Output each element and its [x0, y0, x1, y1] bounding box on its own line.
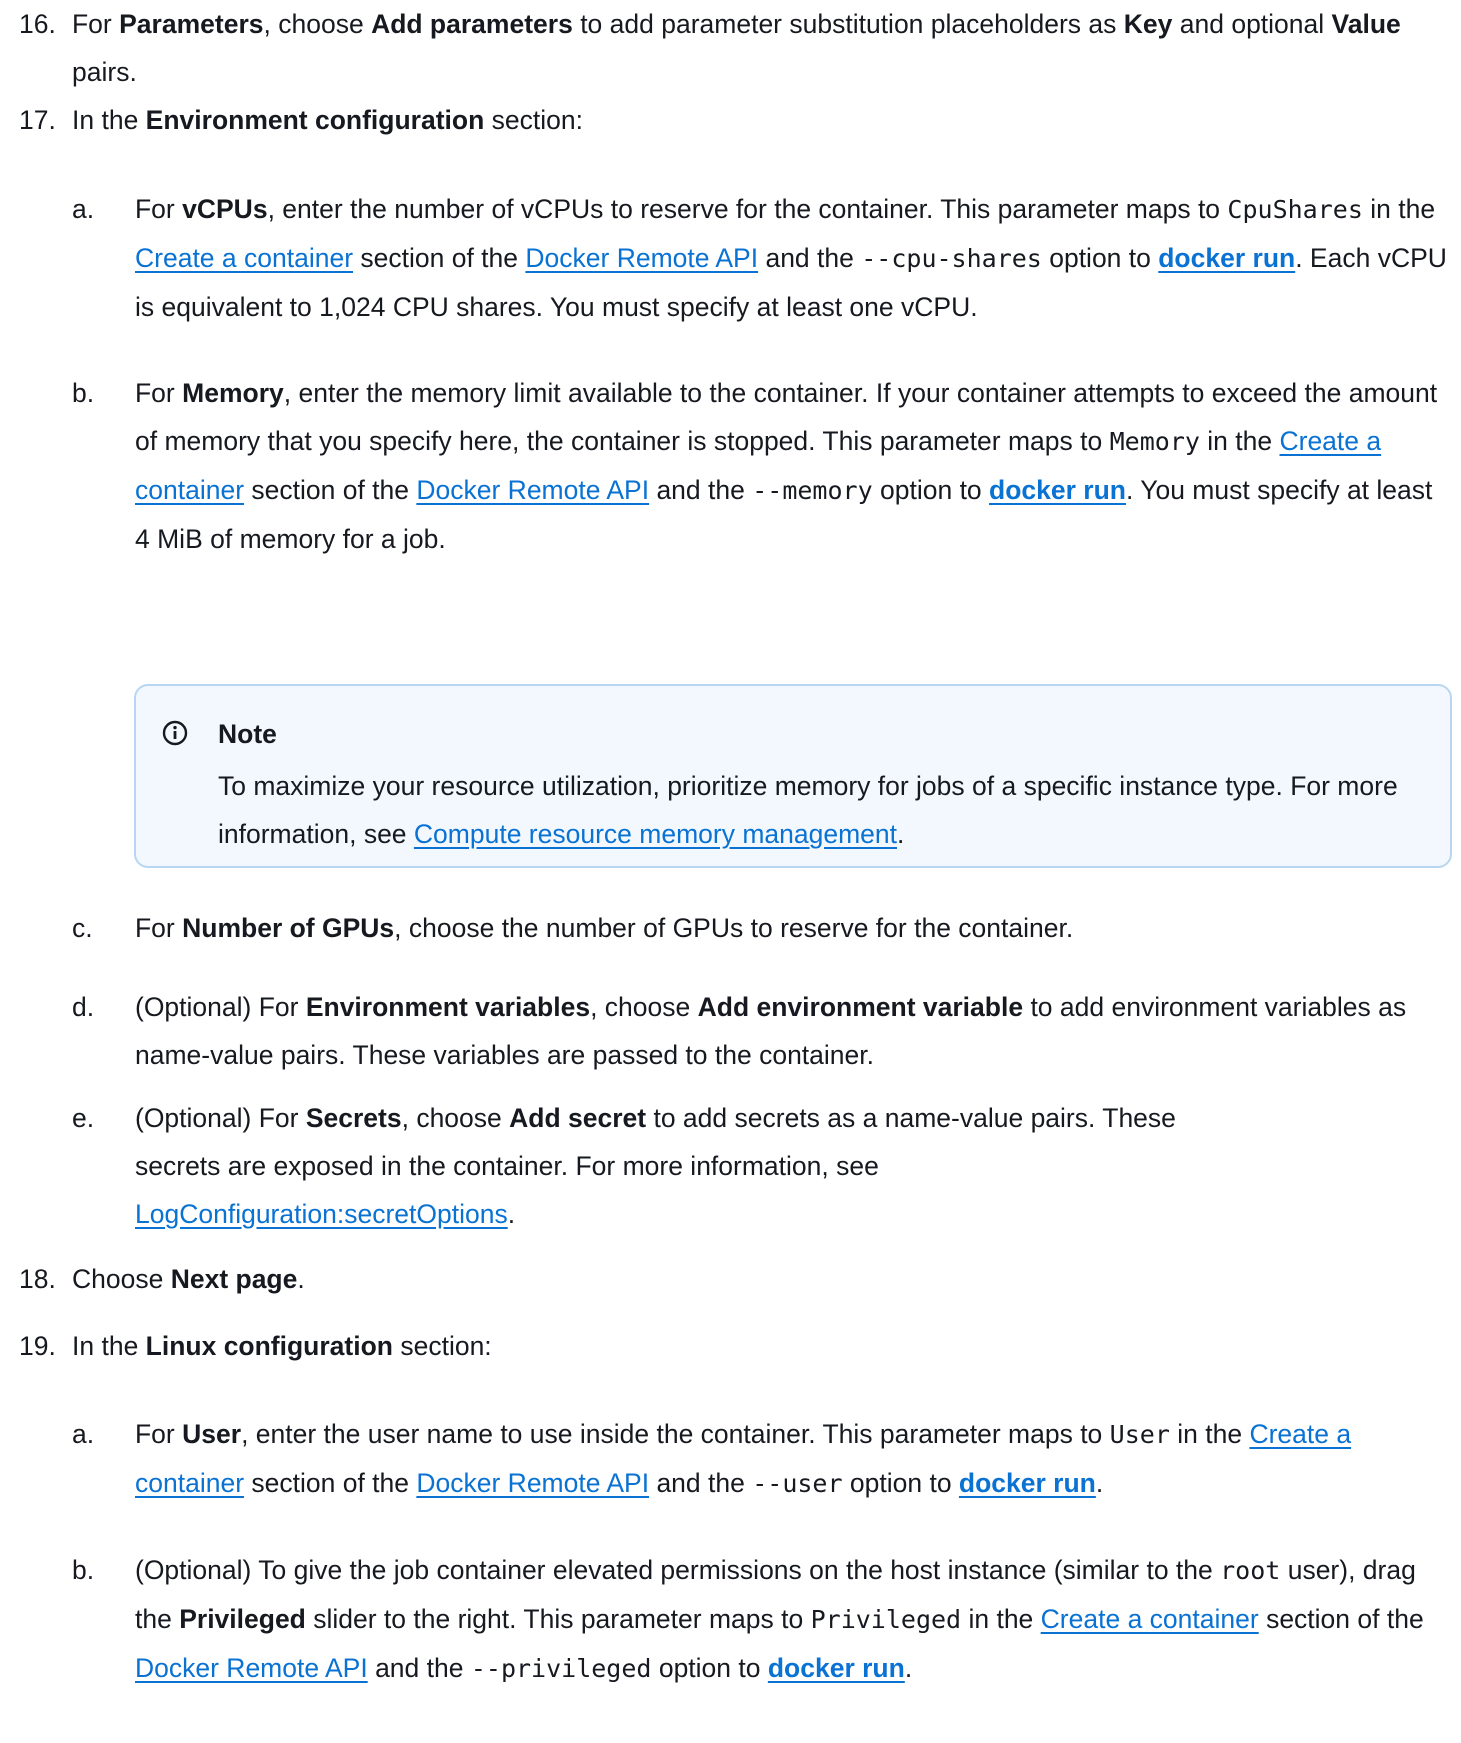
substep-text: (Optional) For Secrets, choose Add secret to add secrets as a name-value pairs. These secrets are exposed in the container. For more information, see LogConfiguration:secretOptions.	[135, 1103, 1176, 1229]
ui-term-environment-configuration: Environment configuration	[145, 105, 485, 135]
ui-term-add-secret: Add secret	[509, 1103, 647, 1133]
substep-text: For User, enter the user name to use inside the container. This parameter maps to User in the Create a container section of the Docker Remote API and the --user option to docker run.	[135, 1419, 1352, 1498]
substep-text: (Optional) For Environment variables, choose Add environment variable to add environment variables as name-value pairs. These variables are passed to the container.	[135, 992, 1407, 1070]
ui-term-privileged: Privileged	[179, 1604, 306, 1634]
substep-letter: c.	[72, 913, 93, 943]
ui-term-key: Key	[1123, 9, 1173, 39]
ui-term-linux-configuration: Linux configuration	[145, 1331, 393, 1361]
ui-term-number-of-gpus: Number of GPUs	[182, 913, 395, 943]
ui-term-vcpus: vCPUs	[182, 194, 268, 224]
link-docker-remote-api[interactable]: Docker Remote API	[525, 243, 759, 273]
ui-term-value: Value	[1331, 9, 1401, 39]
substep-letter: a.	[72, 1419, 95, 1449]
note-title: Note	[218, 719, 277, 749]
substep-text: For Memory, enter the memory limit available to the container. If your container attempts to exceed the amount of memory that you specify here, the container is stopped. This parameter maps to Memory in the Create a container section of the Docker Remote API and the --memory option to docker run. You must specify at least 4 MiB of memory for a job.	[135, 378, 1438, 554]
note-callout	[134, 684, 1452, 868]
step-number: 19.	[19, 1331, 56, 1361]
step-number: 18.	[19, 1264, 56, 1294]
code-user-option: --user	[752, 1469, 843, 1498]
ui-term-next-page: Next page	[170, 1264, 298, 1294]
link-compute-resource-memory-management[interactable]: Compute resource memory management	[413, 819, 898, 849]
link-create-a-container[interactable]: Create a container	[135, 1419, 1352, 1498]
step-text: For Parameters, choose Add parameters to add parameter substitution placeholders as Key and optional Value pairs.	[72, 9, 1401, 87]
info-icon	[162, 720, 188, 746]
code-privileged: Privileged	[810, 1605, 962, 1634]
substep-letter: a.	[72, 194, 95, 224]
link-create-a-container[interactable]: Create a container	[135, 243, 354, 273]
link-docker-remote-api[interactable]: Docker Remote API	[416, 475, 650, 505]
note-body: To maximize your resource utilization, prioritize memory for jobs of a specific instance type. For more information, see Compute resource memory management.	[218, 771, 1398, 849]
ui-term-secrets: Secrets	[305, 1103, 402, 1133]
ui-term-parameters: Parameters	[119, 9, 264, 39]
code-user: User	[1109, 1420, 1170, 1449]
substep-text: For vCPUs, enter the number of vCPUs to reserve for the container. This parameter maps to CpuShares in the Create a container section of the Docker Remote API and the --cpu-shares option to docker run. Each vCPU is equivalent to 1,024 CPU shares. You must specify at least one vCPU.	[135, 194, 1447, 322]
code-root: root	[1220, 1556, 1281, 1585]
substep-letter: b.	[72, 378, 95, 408]
link-docker-run[interactable]: docker run	[989, 475, 1126, 505]
code-cpushares: CpuShares	[1227, 195, 1363, 224]
link-docker-run[interactable]: docker run	[958, 1468, 1096, 1498]
code-memory-option: --memory	[752, 476, 873, 505]
link-docker-remote-api[interactable]: Docker Remote API	[416, 1468, 650, 1498]
step-text: In the Linux configuration section:	[72, 1331, 492, 1361]
substep-text: For Number of GPUs, choose the number of GPUs to reserve for the container.	[135, 913, 1074, 943]
substep-letter: b.	[72, 1555, 95, 1585]
link-create-a-container[interactable]: Create a container	[1040, 1604, 1259, 1634]
link-logconfiguration-secretoptions[interactable]: LogConfiguration:secretOptions	[135, 1199, 508, 1229]
ui-term-user: User	[182, 1419, 242, 1449]
code-cpu-shares-option: --cpu-shares	[861, 244, 1042, 273]
ui-term-add-environment-variable: Add environment variable	[697, 992, 1024, 1022]
link-docker-run[interactable]: docker run	[767, 1653, 905, 1683]
substep-text: (Optional) To give the job container elevated permissions on the host instance (similar to the root user), drag the Privileged slider to the right. This parameter maps to Privileged in the Create a container section of the Docker Remote API and the --privileged option to docker run.	[135, 1555, 1424, 1683]
link-create-a-container[interactable]: Create a container	[135, 426, 1382, 505]
link-docker-remote-api[interactable]: Docker Remote API	[135, 1653, 368, 1683]
step-text: In the Environment configuration section:	[72, 105, 583, 135]
step-number: 16.	[19, 9, 56, 39]
ui-term-memory: Memory	[182, 378, 284, 408]
step-number: 17.	[19, 105, 56, 135]
substep-letter: d.	[72, 992, 95, 1022]
ui-term-environment-variables: Environment variables	[305, 992, 591, 1022]
code-privileged-option: --privileged	[470, 1654, 652, 1683]
code-memory: Memory	[1109, 427, 1200, 456]
ui-term-add-parameters: Add parameters	[371, 9, 573, 39]
step-text: Choose Next page.	[72, 1264, 305, 1294]
link-docker-run[interactable]: docker run	[1158, 243, 1296, 273]
substep-letter: e.	[72, 1103, 95, 1133]
